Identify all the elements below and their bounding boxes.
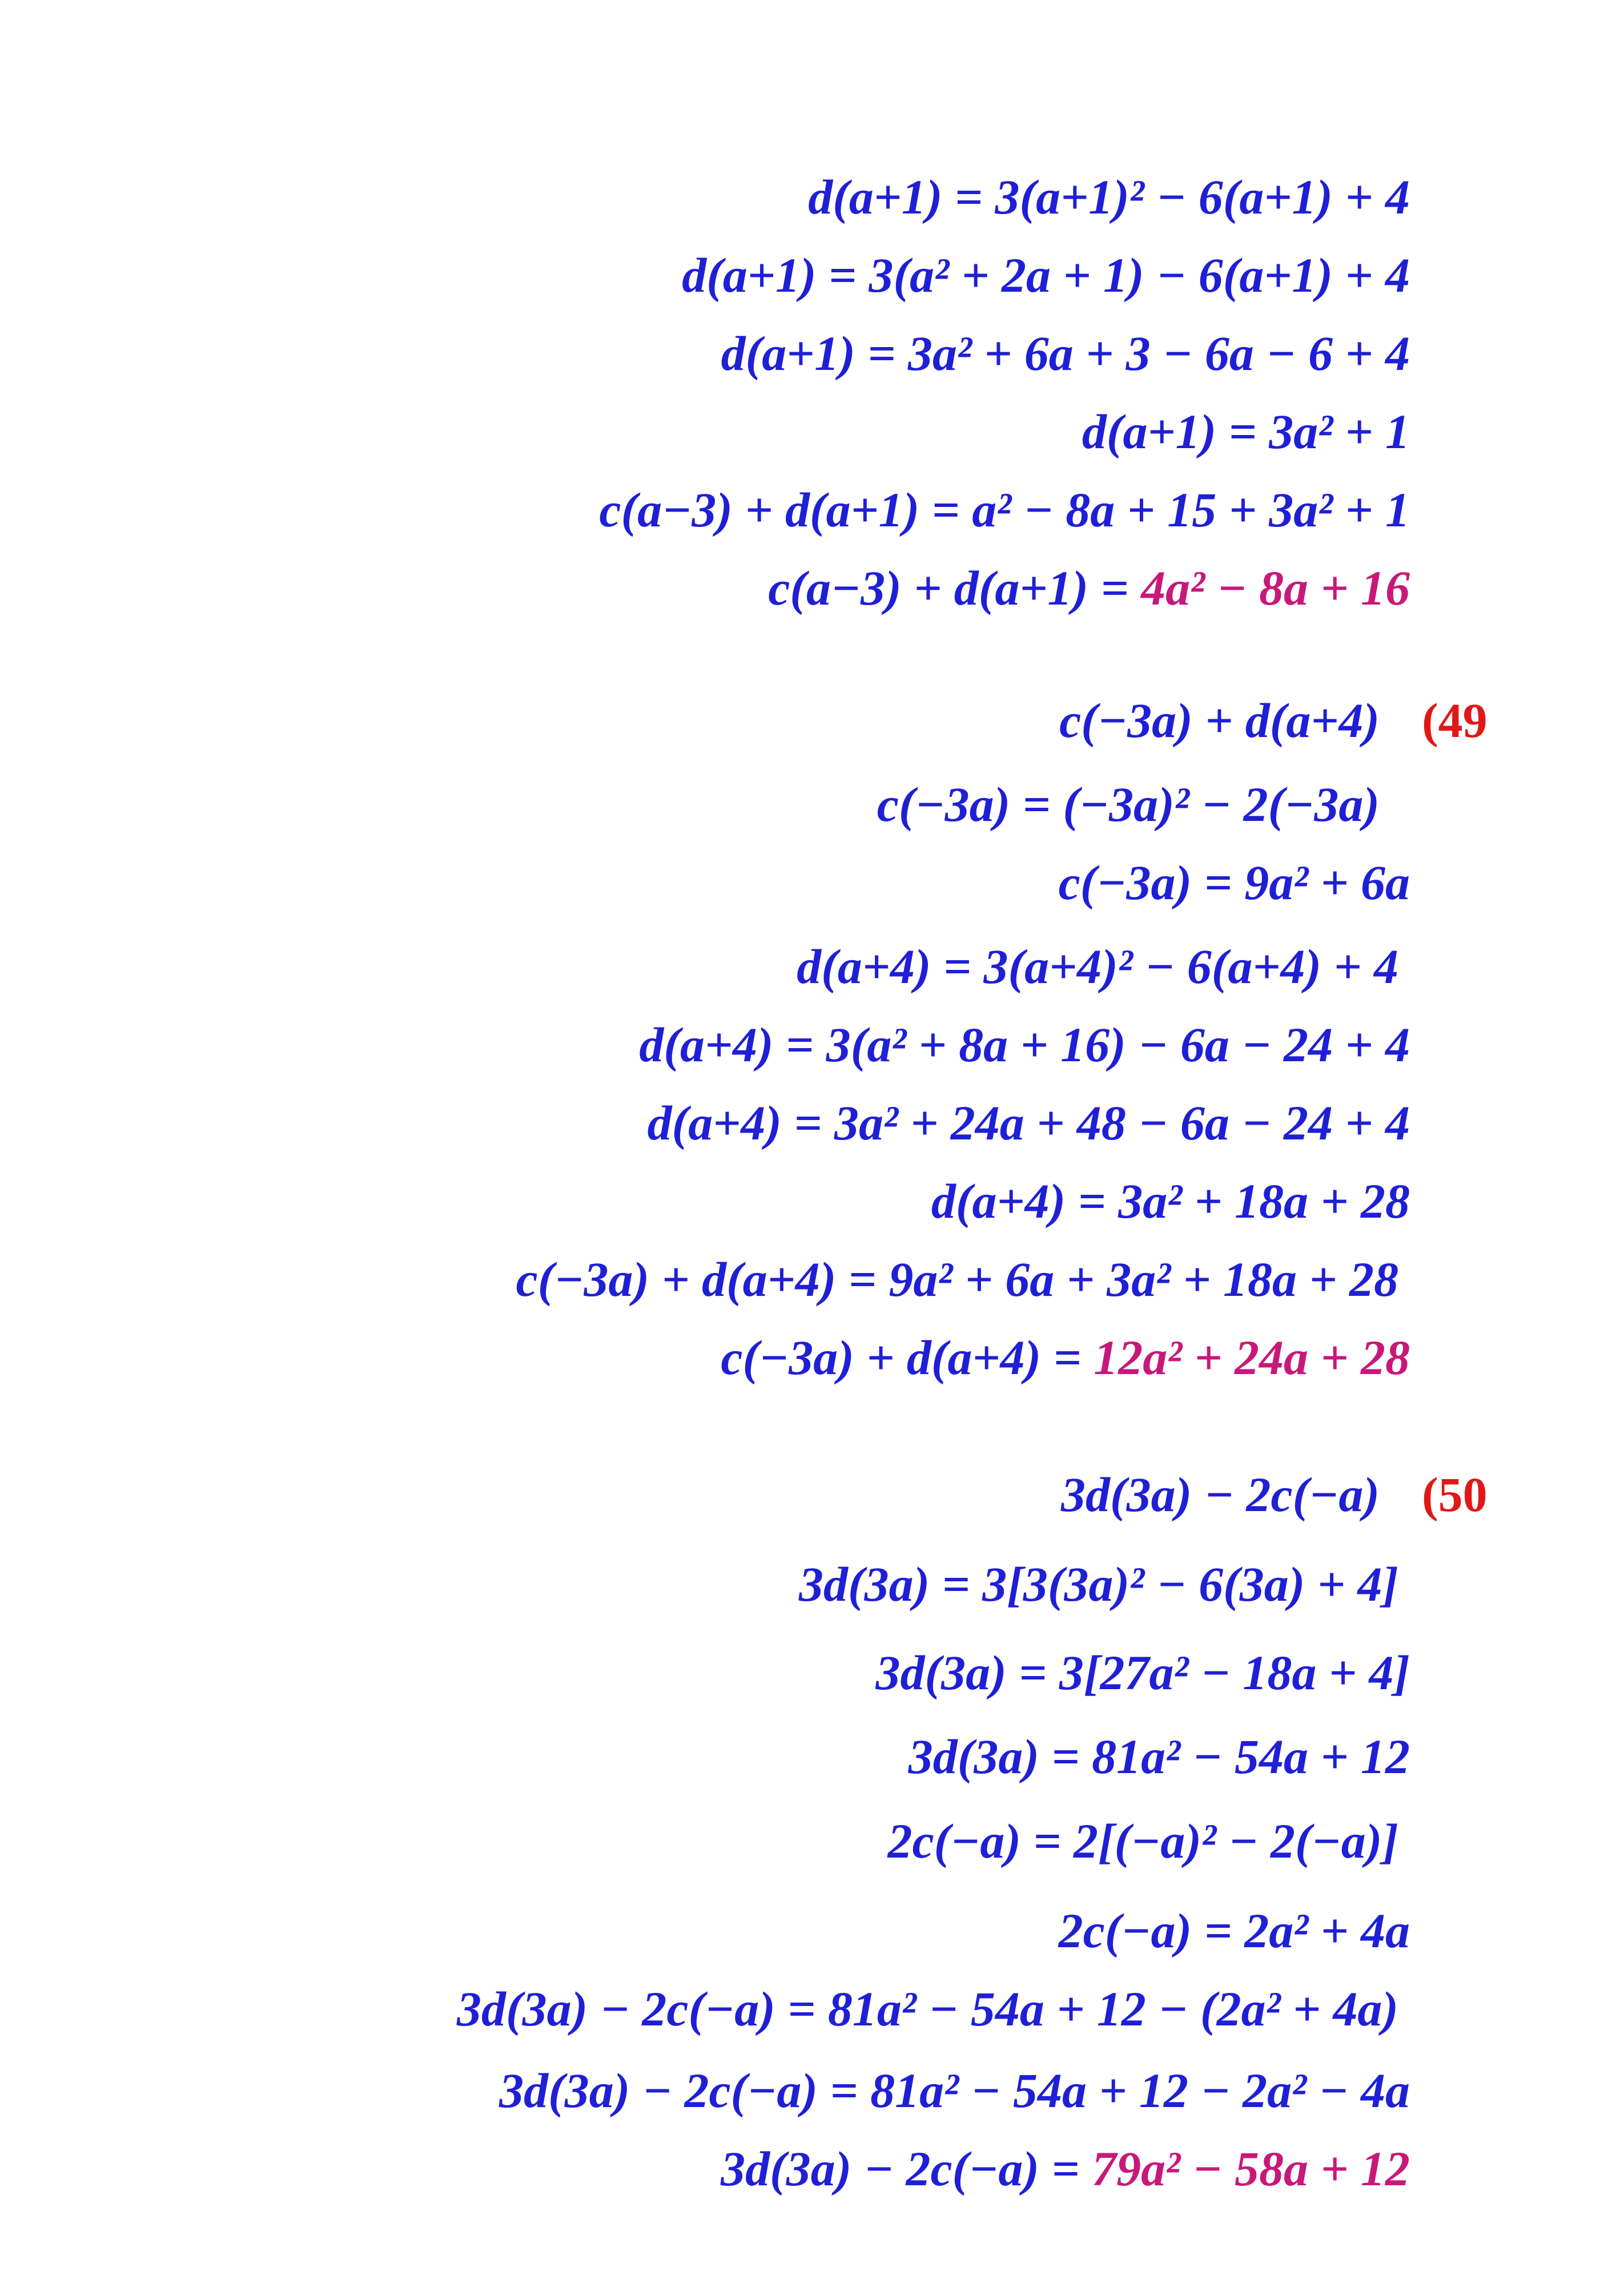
equation-lhs: 2c(−a) [1058, 1903, 1192, 1958]
equation-rhs: a² − 8a + 15 + 3a² + 1 [972, 482, 1410, 537]
equation-rhs: 81a² − 54a + 12 − (2a² + 4a) [827, 1981, 1398, 2036]
final-result: 79a² − 58a + 12 [1092, 2141, 1410, 2196]
problem-header [1061, 1466, 1380, 1523]
equation-rhs: 3(a² + 2a + 1) − 6(a+1) + 4 [869, 248, 1410, 303]
equation-line: 3d(3a) − 2c(−a) = 81a² − 54a + 12 − (2a² + 4a) [456, 1981, 1398, 2036]
equation-line: d(a+4) = 3a² + 18a + 28 [931, 1174, 1410, 1228]
equation-line: 3d(3a) = 3[3(3a)² − 6(3a) + 4] [798, 1557, 1398, 1612]
equation-line: d(a+1) = 3(a² + 2a + 1) − 6(a+1) + 4 [682, 248, 1410, 303]
equation-lhs: 3d(3a) [908, 1729, 1040, 1784]
equation-rhs: (−3a)² − 2(−3a) [1063, 777, 1380, 832]
equation-lhs: d(a+4) [639, 1017, 774, 1072]
equation-line: c(−3a) = (−3a)² − 2(−3a) [877, 777, 1380, 832]
final-result-line: 3d(3a) − 2c(−a) = 79a² − 58a + 12 [721, 2141, 1410, 2196]
equation-rhs: 3a² + 1 [1269, 404, 1410, 459]
equation-rhs: 2a² + 4a [1244, 1903, 1410, 1958]
equation-line: d(a+4) = 3a² + 24a + 48 − 6a − 24 + 4 [647, 1095, 1410, 1150]
problem-expression: c(−3a) + d(a+4) [1059, 693, 1380, 748]
equation-line: c(a−3) + d(a+1) = a² − 8a + 15 + 3a² + 1 [599, 482, 1410, 537]
equation-rhs: 3[3(3a)² − 6(3a) + 4] [982, 1557, 1398, 1612]
equation-lhs: d(a+1) [721, 326, 855, 381]
equation-lhs: d(a+4) [797, 939, 931, 994]
equation-rhs: 3a² + 24a + 48 − 6a − 24 + 4 [834, 1095, 1410, 1150]
equation-rhs: 3[27a² − 18a + 4] [1059, 1645, 1410, 1700]
equation-line: d(a+4) = 3(a² + 8a + 16) − 6a − 24 + 4 [639, 1017, 1410, 1072]
equation-rhs: 3a² + 6a + 3 − 6a − 6 + 4 [907, 326, 1410, 381]
equation-lhs: c(−3a) [1058, 855, 1192, 910]
equation-rhs: 9a² + 6a [1244, 855, 1410, 910]
equation-lhs: c(−3a) + d(a+4) [516, 1252, 837, 1307]
equation-line: d(a+4) = 3(a+4)² − 6(a+4) + 4 [797, 939, 1398, 994]
equation-lhs: 3d(3a) − 2c(−a) [456, 1981, 775, 2036]
final-result-line: c(−3a) + d(a+4) = 12a² + 24a + 28 [721, 1330, 1410, 1385]
equation-rhs: 3(a² + 8a + 16) − 6a − 24 + 4 [826, 1017, 1410, 1072]
equation-rhs: 81a² − 54a + 12 [1092, 1729, 1410, 1784]
problem-number: (49 [1422, 693, 1488, 748]
equation-lhs: 2c(−a) [887, 1814, 1022, 1868]
equation-lhs: d(a+1) [808, 170, 943, 224]
equation-line: d(a+1) = 3(a+1)² − 6(a+1) + 4 [808, 170, 1410, 224]
equation-line: d(a+1) = 3a² + 1 [1082, 404, 1410, 459]
equation-line: 2c(−a) = 2a² + 4a [1058, 1903, 1410, 1958]
equation-rhs: 3a² + 18a + 28 [1118, 1174, 1410, 1228]
equation-lhs: d(a+1) [1082, 404, 1217, 459]
equation-lhs: 3d(3a) [798, 1557, 930, 1612]
equation-rhs: 9a² + 6a + 3a² + 18a + 28 [889, 1252, 1398, 1307]
problem-number: (50 [1422, 1467, 1488, 1522]
problem-header [1059, 692, 1380, 749]
equation-line: c(−3a) = 9a² + 6a [1058, 855, 1410, 910]
equation-lhs: c(−3a) + d(a+4) [721, 1330, 1042, 1385]
equation-lhs: d(a+4) [647, 1095, 782, 1150]
equation-line: 3d(3a) − 2c(−a) = 81a² − 54a + 12 − 2a² − 4a [499, 2063, 1410, 2118]
final-result-line: c(a−3) + d(a+1) = 4a² − 8a + 16 [768, 561, 1410, 615]
equation-line: d(a+1) = 3a² + 6a + 3 − 6a − 6 + 4 [721, 326, 1410, 381]
equation-lhs: d(a+1) [682, 248, 817, 303]
equation-rhs: 3(a+4)² − 6(a+4) + 4 [983, 939, 1398, 994]
equation-line: 2c(−a) = 2[(−a)² − 2(−a)] [887, 1814, 1398, 1868]
final-result: 4a² − 8a + 16 [1141, 561, 1410, 615]
equation-rhs: 3(a+1)² − 6(a+1) + 4 [995, 170, 1410, 224]
equation-line: 3d(3a) = 3[27a² − 18a + 4] [875, 1645, 1410, 1700]
final-result: 12a² + 24a + 28 [1094, 1330, 1410, 1385]
equation-lhs: c(−3a) [877, 777, 1011, 832]
equation-lhs: 3d(3a) − 2c(−a) [721, 2141, 1040, 2196]
equation-rhs: 2[(−a)² − 2(−a)] [1074, 1814, 1398, 1868]
equation-lhs: c(a−3) + d(a+1) [599, 482, 920, 537]
equation-line: 3d(3a) = 81a² − 54a + 12 [908, 1729, 1410, 1784]
equation-rhs: 81a² − 54a + 12 − 2a² − 4a [870, 2063, 1410, 2118]
equation-lhs: d(a+4) [931, 1174, 1066, 1228]
equation-lhs: c(a−3) + d(a+1) [768, 561, 1089, 615]
equation-lhs: 3d(3a) [875, 1645, 1007, 1700]
equation-lhs: 3d(3a) − 2c(−a) [499, 2063, 818, 2118]
equation-line: c(−3a) + d(a+4) = 9a² + 6a + 3a² + 18a + 28 [516, 1252, 1398, 1307]
problem-expression: 3d(3a) − 2c(−a) [1061, 1467, 1380, 1522]
